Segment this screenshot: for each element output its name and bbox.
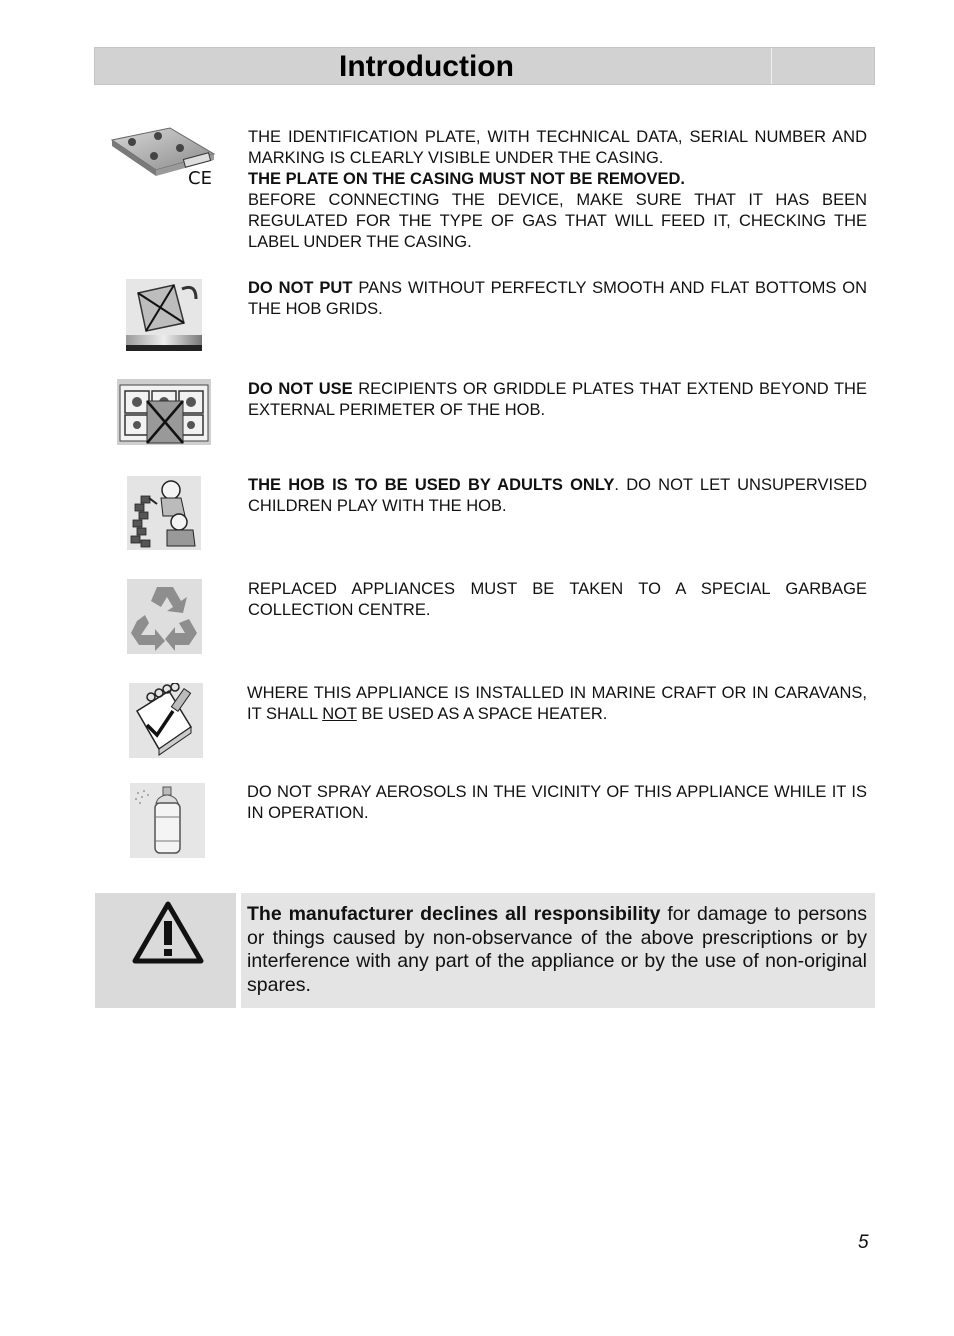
notice-text xyxy=(247,903,867,997)
item-text: . DO NOT LET UNSUPERVISED CHILDREN PLAY WITH THE HOB. xyxy=(248,476,868,515)
item-text: WHERE THIS APPLIANCE IS INSTALLED IN MARINE CRAFT OR IN CARAVANS, IT SHALL xyxy=(247,684,867,723)
item-aerosol-warning xyxy=(247,782,867,824)
crossed-griddle-icon xyxy=(117,379,211,445)
hob-plate-ce-icon xyxy=(110,126,216,188)
item-identification-plate xyxy=(248,127,867,253)
page-number: 5 xyxy=(858,1232,869,1253)
item-griddle-warning xyxy=(248,379,867,421)
item-text: THE IDENTIFICATION PLATE, WITH TECHNICAL DATA, SERIAL NUMBER AND MARKING IS CLEARLY VISIBLE UNDER THE CASING. xyxy=(248,128,867,167)
item-adults-only xyxy=(248,475,867,517)
item-bold-text: DO NOT USE xyxy=(248,380,353,398)
recycle-icon xyxy=(127,579,202,654)
notepad-check-icon xyxy=(129,683,203,758)
item-recycling xyxy=(248,579,867,621)
item-bold-text: THE PLATE ON THE CASING MUST NOT BE REMOVED. xyxy=(248,170,685,188)
item-text: BE USED AS A SPACE HEATER. xyxy=(356,705,608,723)
item-text: PANS WITHOUT PERFECTLY SMOOTH AND FLAT BOTTOMS ON THE HOB GRIDS. xyxy=(248,279,868,318)
item-space-heater-warning xyxy=(247,683,867,725)
crossed-pan-icon xyxy=(126,279,202,351)
item-underlined-text: NOT xyxy=(322,705,357,723)
header-divider xyxy=(771,48,772,84)
responsibility-notice xyxy=(95,893,875,1008)
item-text: BEFORE CONNECTING THE DEVICE, MAKE SURE THAT IT HAS BEEN REGULATED FOR THE TYPE OF GAS THAT WILL FEED IT, CHECKING THE LABEL UNDER THE CASING. xyxy=(248,191,867,251)
notice-body-text: for damage to persons or things caused by non-observance of the above prescriptions or by interference with any part of the appliance or by the use of non-original spares. xyxy=(247,903,867,996)
warning-triangle-icon xyxy=(131,899,205,970)
notice-divider xyxy=(236,893,241,1008)
item-text: DO NOT SPRAY AEROSOLS IN THE VICINITY OF THIS APPLIANCE WHILE IT IS IN OPERATION. xyxy=(247,783,867,822)
notice-bold-text: The manufacturer declines all responsibility xyxy=(247,903,661,925)
page-header xyxy=(94,47,875,85)
item-bold-text: THE HOB IS TO BE USED BY ADULTS ONLY xyxy=(248,476,615,494)
item-pans-warning xyxy=(248,278,867,320)
item-text: RECIPIENTS OR GRIDDLE PLATES THAT EXTEND BEYOND THE EXTERNAL PERIMETER OF THE HOB. xyxy=(248,380,867,419)
children-playing-icon xyxy=(127,476,201,550)
notice-icon-panel xyxy=(95,893,236,1008)
svg-text:CE: CE xyxy=(188,168,212,188)
item-bold-text: DO NOT PUT xyxy=(248,279,353,297)
aerosol-can-icon xyxy=(130,783,205,858)
item-text: REPLACED APPLIANCES MUST BE TAKEN TO A SPECIAL GARBAGE COLLECTION CENTRE. xyxy=(248,580,867,619)
page-title: Introduction xyxy=(339,50,514,83)
